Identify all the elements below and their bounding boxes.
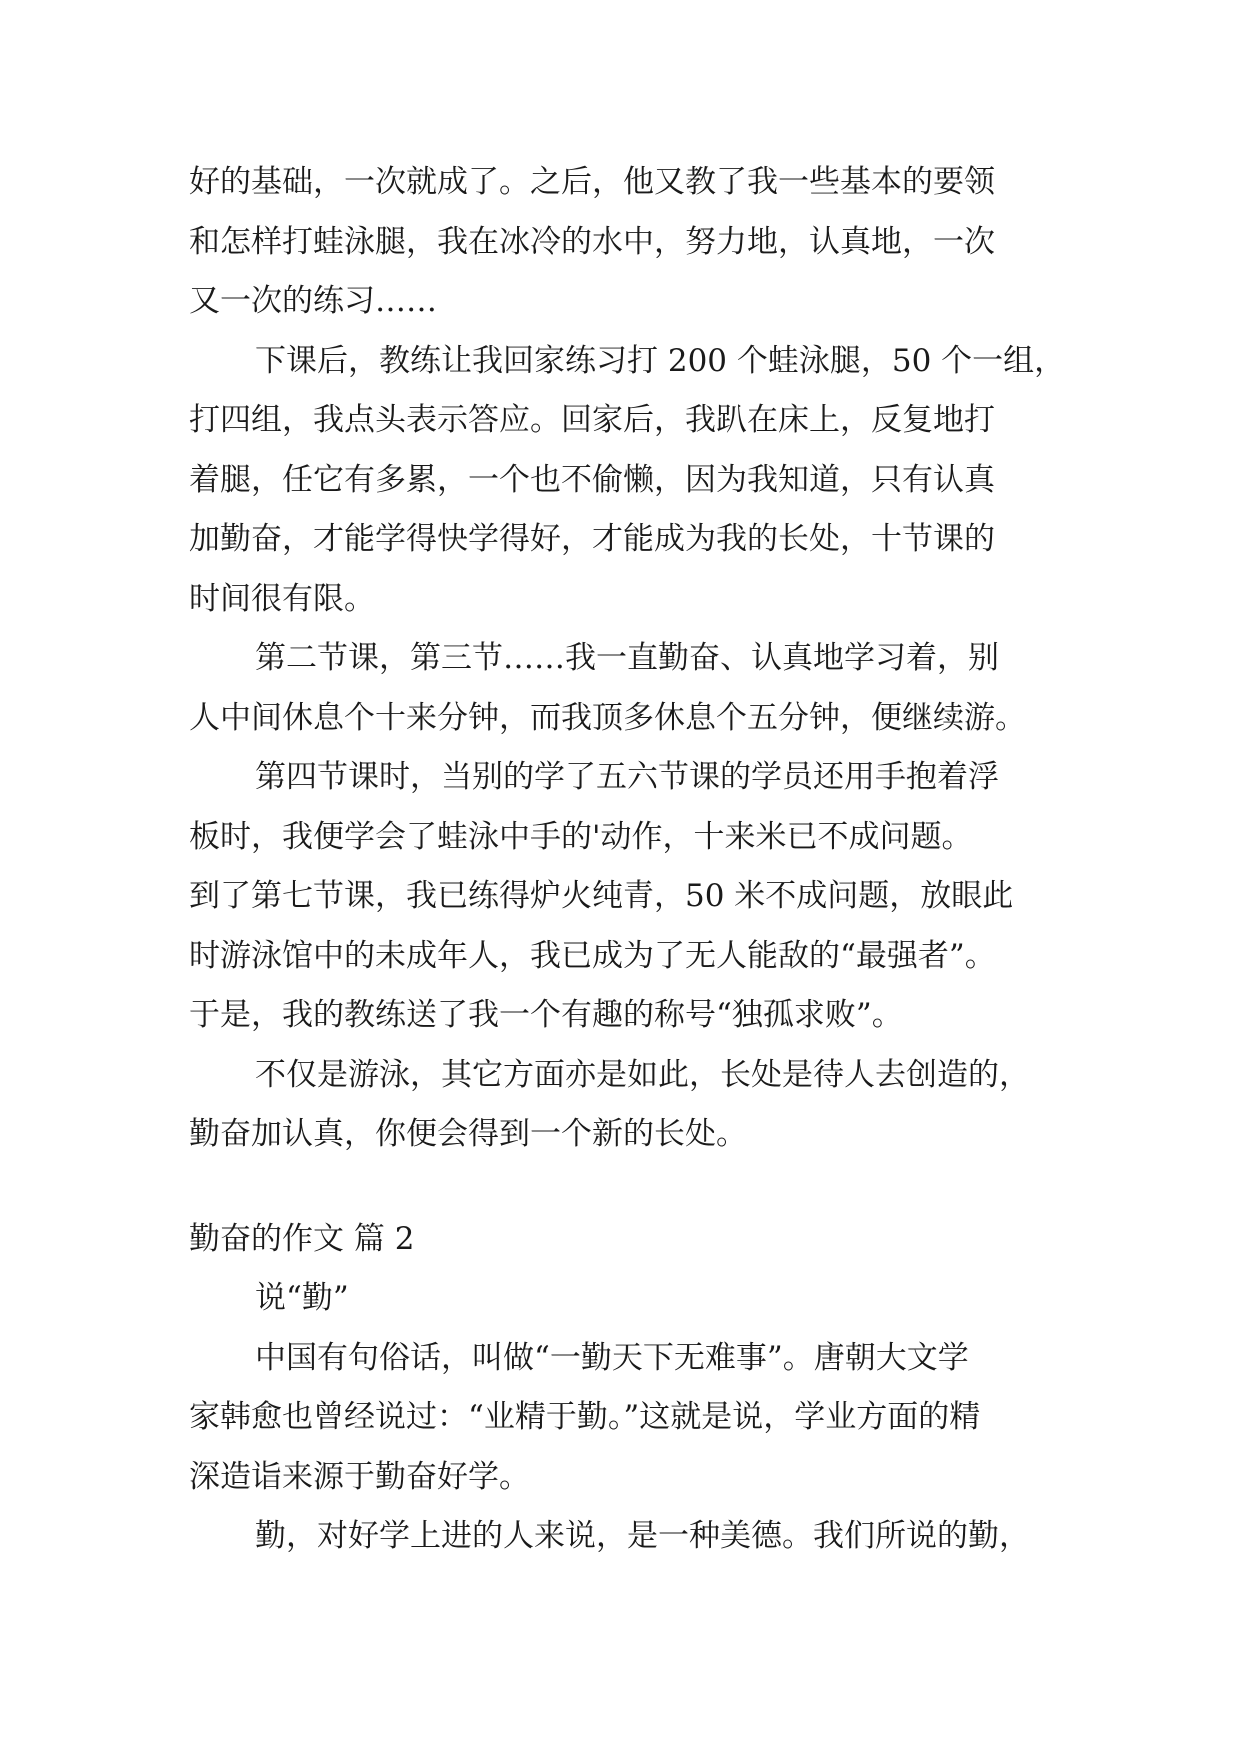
text-line: 加勤奋，才能学得快学得好，才能成为我的长处，十节课的 — [189, 521, 995, 557]
paragraph-start-line: 第四节课时，当别的学了五六节课的学员还用手抱着浮 — [255, 759, 999, 795]
paragraph-start-line: 中国有句俗话，叫做“一勤天下无难事”。唐朝大文学 — [255, 1340, 969, 1376]
text-line: 家韩愈也曾经说过：“业精于勤。”这就是说，学业方面的精 — [189, 1399, 981, 1435]
paragraph-start-line: 勤，对好学上进的人来说，是一种美德。我们所说的勤， — [255, 1518, 1030, 1554]
essay-title: 说“勤” — [255, 1280, 349, 1316]
text-line: 于是，我的教练送了我一个有趣的称号“独孤求败”。 — [189, 997, 903, 1033]
text-line: 板时，我便学会了蛙泳中手的'动作，十来米已不成问题。 — [189, 819, 973, 855]
paragraph-start-line: 第二节课，第三节……我一直勤奋、认真地学习着，别 — [255, 640, 999, 676]
text-line: 好的基础，一次就成了。之后，他又教了我一些基本的要领 — [189, 164, 995, 200]
text-line: 又一次的练习…… — [189, 283, 437, 319]
text-line: 到了第七节课，我已练得炉火纯青，50 米不成问题，放眼此 — [189, 878, 1014, 914]
text-line: 勤奋加认真，你便会得到一个新的长处。 — [189, 1116, 747, 1152]
text-line: 时游泳馆中的未成年人，我已成为了无人能敌的“最强者”。 — [189, 938, 996, 974]
text-line: 打四组，我点头表示答应。回家后，我趴在床上，反复地打 — [189, 402, 995, 438]
paragraph-start-line: 不仅是游泳，其它方面亦是如此，长处是待人去创造的， — [255, 1057, 1030, 1093]
text-line: 人中间休息个十来分钟，而我顶多休息个五分钟，便继续游。 — [189, 700, 1026, 736]
text-line: 着腿，任它有多累，一个也不偷懒，因为我知道，只有认真 — [189, 462, 995, 498]
text-line: 深造诣来源于勤奋好学。 — [189, 1459, 530, 1495]
section-heading: 勤奋的作文 篇 2 — [189, 1221, 415, 1257]
text-line: 和怎样打蛙泳腿，我在冰冷的水中，努力地，认真地，一次 — [189, 224, 995, 260]
paragraph-start-line: 下课后，教练让我回家练习打 200 个蛙泳腿，50 个一组， — [255, 343, 1066, 379]
text-line: 时间很有限。 — [189, 581, 375, 617]
